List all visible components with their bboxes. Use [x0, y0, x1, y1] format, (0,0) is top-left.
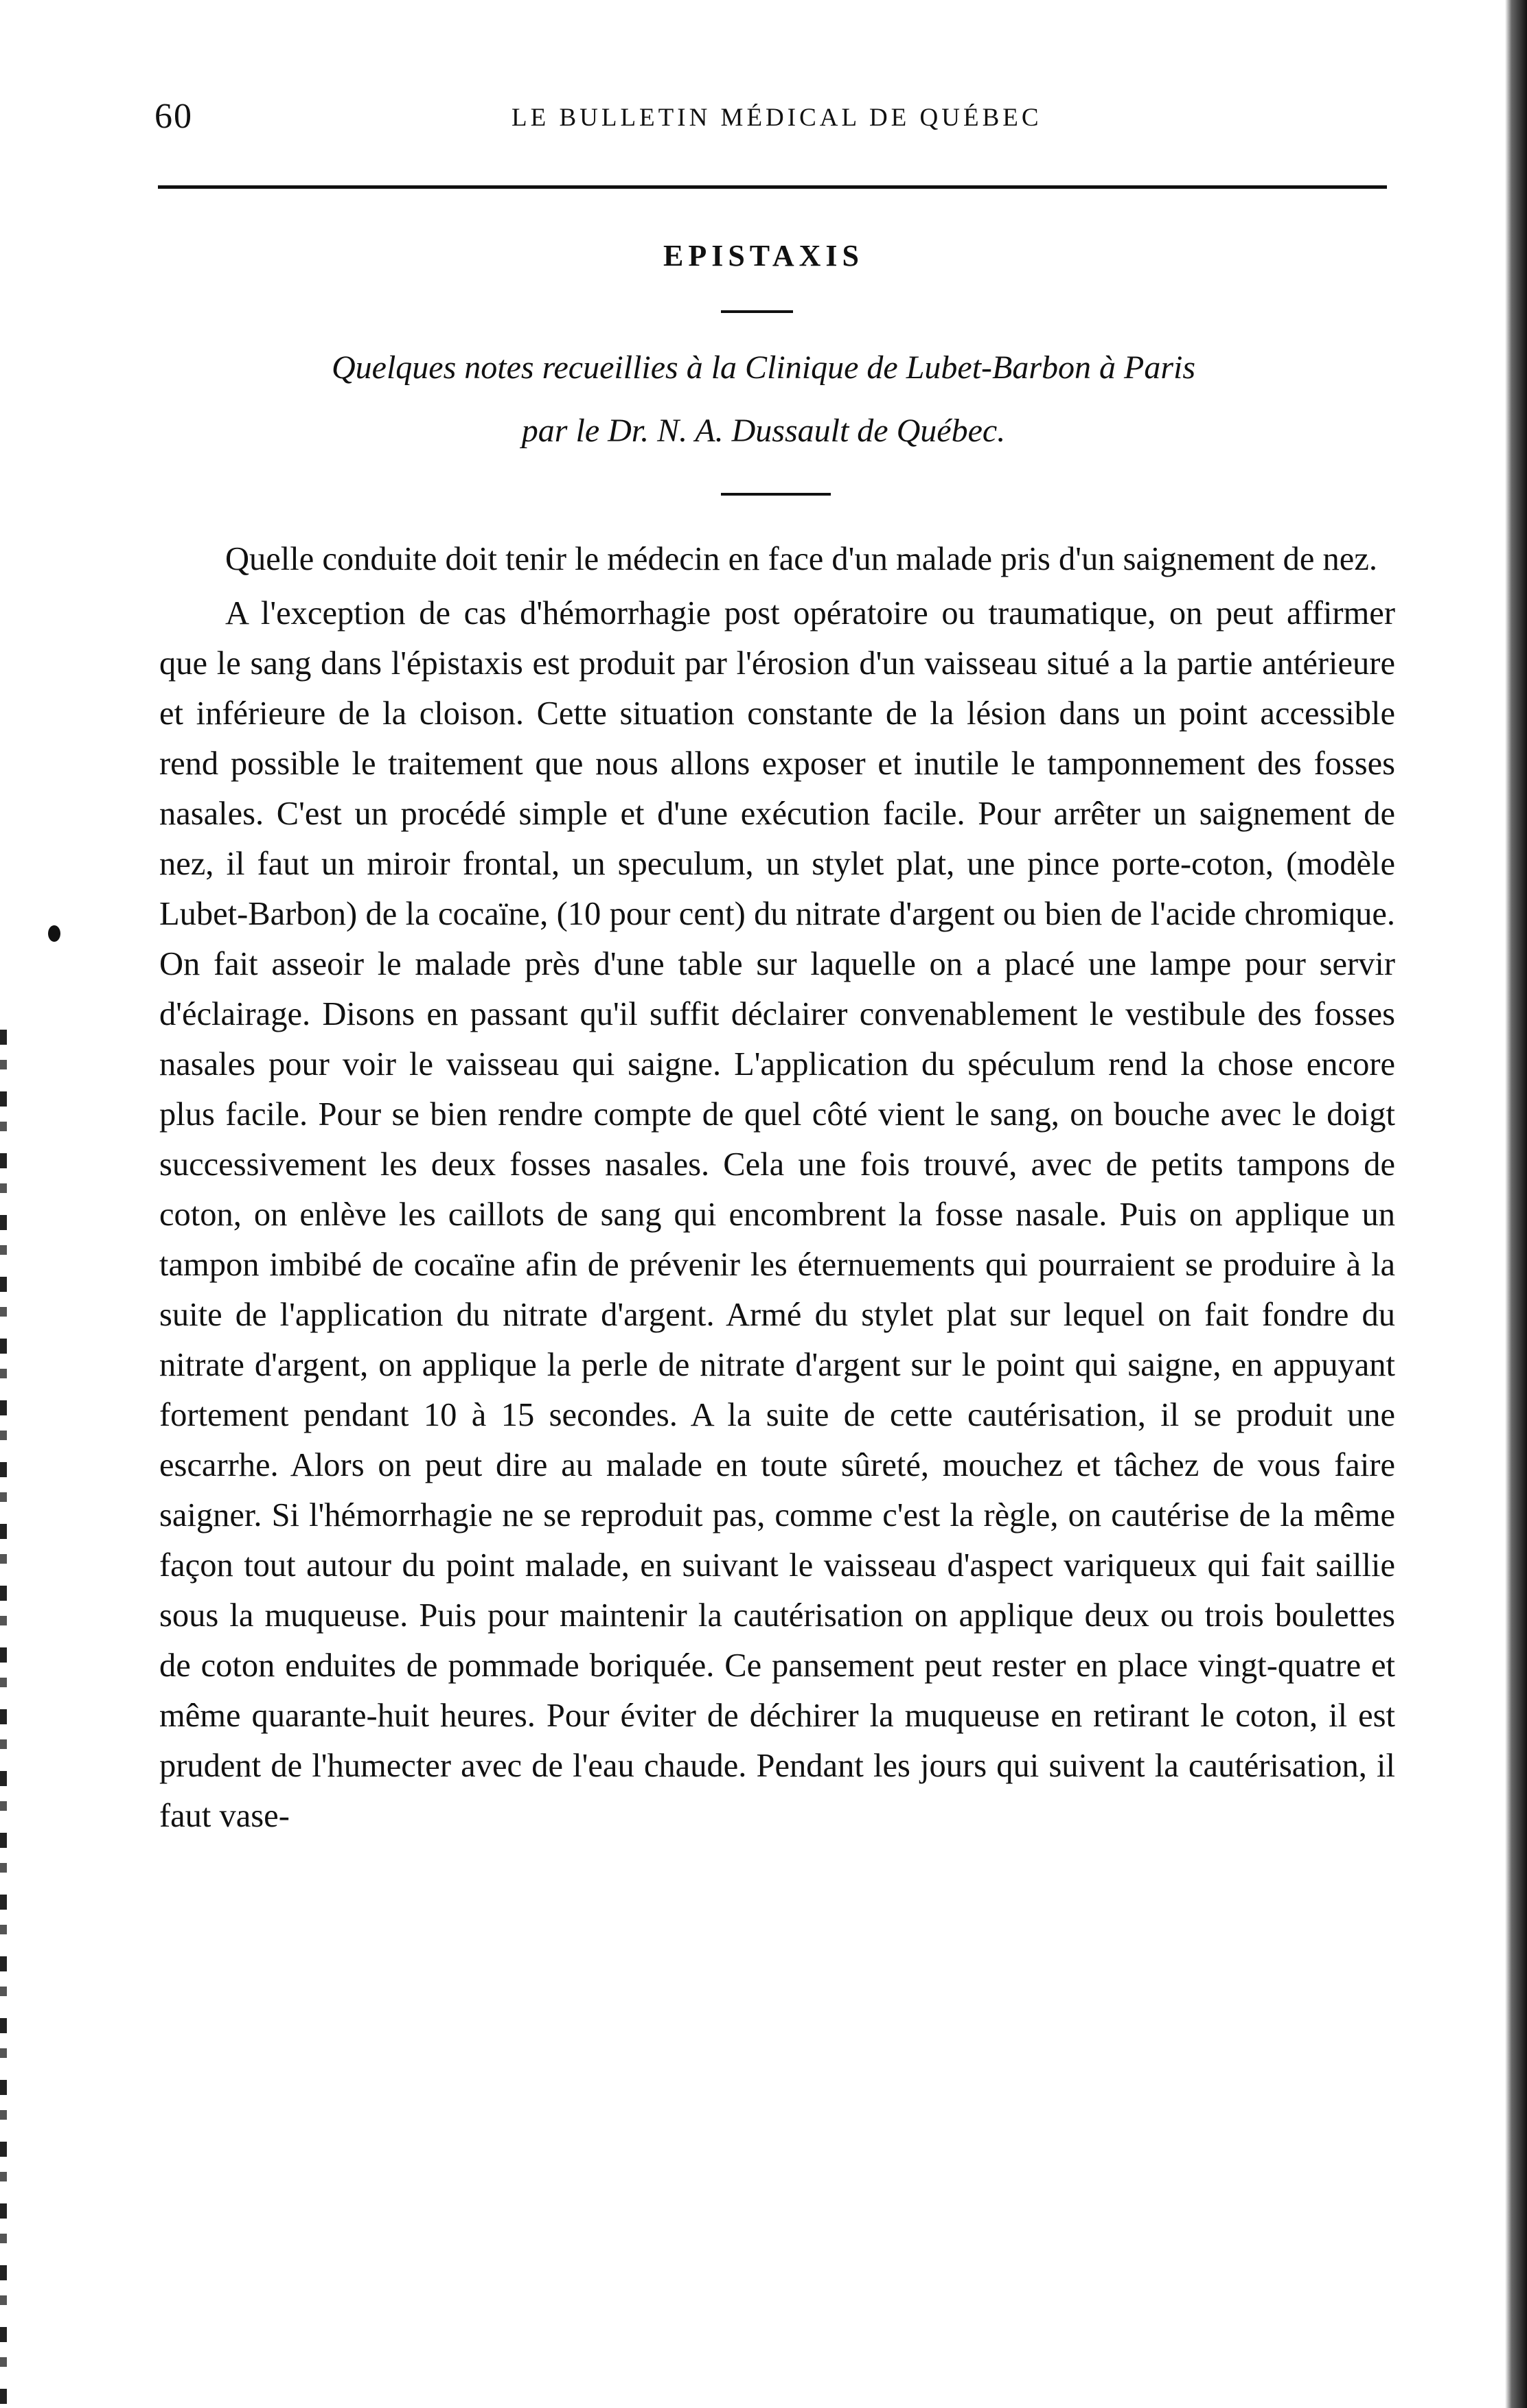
margin-mark [48, 925, 60, 942]
paragraph-opening-question: Quelle conduite doit tenir le médecin en face d'un malade pris d'un saignement de nez. [225, 541, 1377, 577]
left-scan-edge [0, 1030, 7, 2408]
journal-title: LE BULLETIN MÉDICAL DE QUÉBEC [512, 104, 1042, 132]
article-byline: par le Dr. N. A. Dussault de Québec. [521, 413, 1006, 449]
article-body [159, 534, 1395, 1841]
article-subtitle-line-1: Quelques notes recueillies à la Clinique de Lubet-Barbon à Paris [331, 349, 1196, 386]
running-head [154, 96, 1390, 144]
right-binding-edge [1505, 0, 1527, 2408]
title-divider [721, 310, 793, 313]
paragraph-treatment-procedure: A l'exception de cas d'hémorrhagie post opératoire ou traumatique, on peut affirmer que le sang dans l'épistaxis est produit par l'érosion d'un vaisseau situé a la partie antérieure et inférieure de la cloison. Cette situation constante de la lésion dans un point accessible rend possible le traitement que nous allons exposer et inutile le tamponnement des fosses nasales. C'est un procédé simple et d'une exécution facile. Pour arrêter un saignement de nez, il faut un miroir frontal, un speculum, un stylet plat, une pince porte-coton, (modèle Lubet-Barbon) de la cocaïne, (10 pour cent) du nitrate d'argent ou bien de l'acide chromique. On fait asseoir le malade près d'une table sur laquelle on a placé une lampe pour servir d'éclairage. Disons en passant qu'il suffit déclairer convenablement le vestibule des fosses nasales pour voir le vaisseau qui saigne. L'application du spéculum rend la chose encore plus facile. Pour se bien rendre compte de quel côté vient le sang, on bouche avec le doigt successivement les deux fosses nasales. Cela une fois trouvé, avec de petits tampons de coton, on enlève les caillots de sang qui encombrent la fosse nasale. Puis on applique un tampon imbibé de cocaïne afin de prévenir les éternuements qui pourraient se produire à la suite de l'application du nitrate d'argent. Armé du stylet plat sur lequel on fait fondre du nitrate d'argent, on applique la perle de nitrate d'argent sur le point qui saigne, en appuyant fortement pendant 10 à 15 secondes. A la suite de cette cautérisation, il se produit une escarrhe. Alors on peut dire au malade en toute sûreté, mouchez et tâchez de vous faire saigner. Si l'hémorrhagie ne se reproduit pas, comme c'est la règle, on cautérise de la même façon tout autour du point malade, en suivant le vaisseau d'aspect variqueux qui fait saillie sous la muqueuse. Puis pour maintenir la cautérisation on applique deux ou trois boulettes de coton enduites de pommade boriquée. Ce pansement peut rester en place vingt-quatre et même quarante-huit heures. Pour éviter de déchirer la muqueuse en retirant le coton, il est prudent de l'humecter avec de l'eau chaude. Pendant les jours qui suivent la cautérisation, il faut vase- [159, 595, 1395, 1834]
header-divider [158, 185, 1387, 189]
byline-divider [721, 493, 831, 496]
page-number: 60 [154, 97, 193, 136]
article-title: EPISTAXIS [663, 239, 864, 273]
